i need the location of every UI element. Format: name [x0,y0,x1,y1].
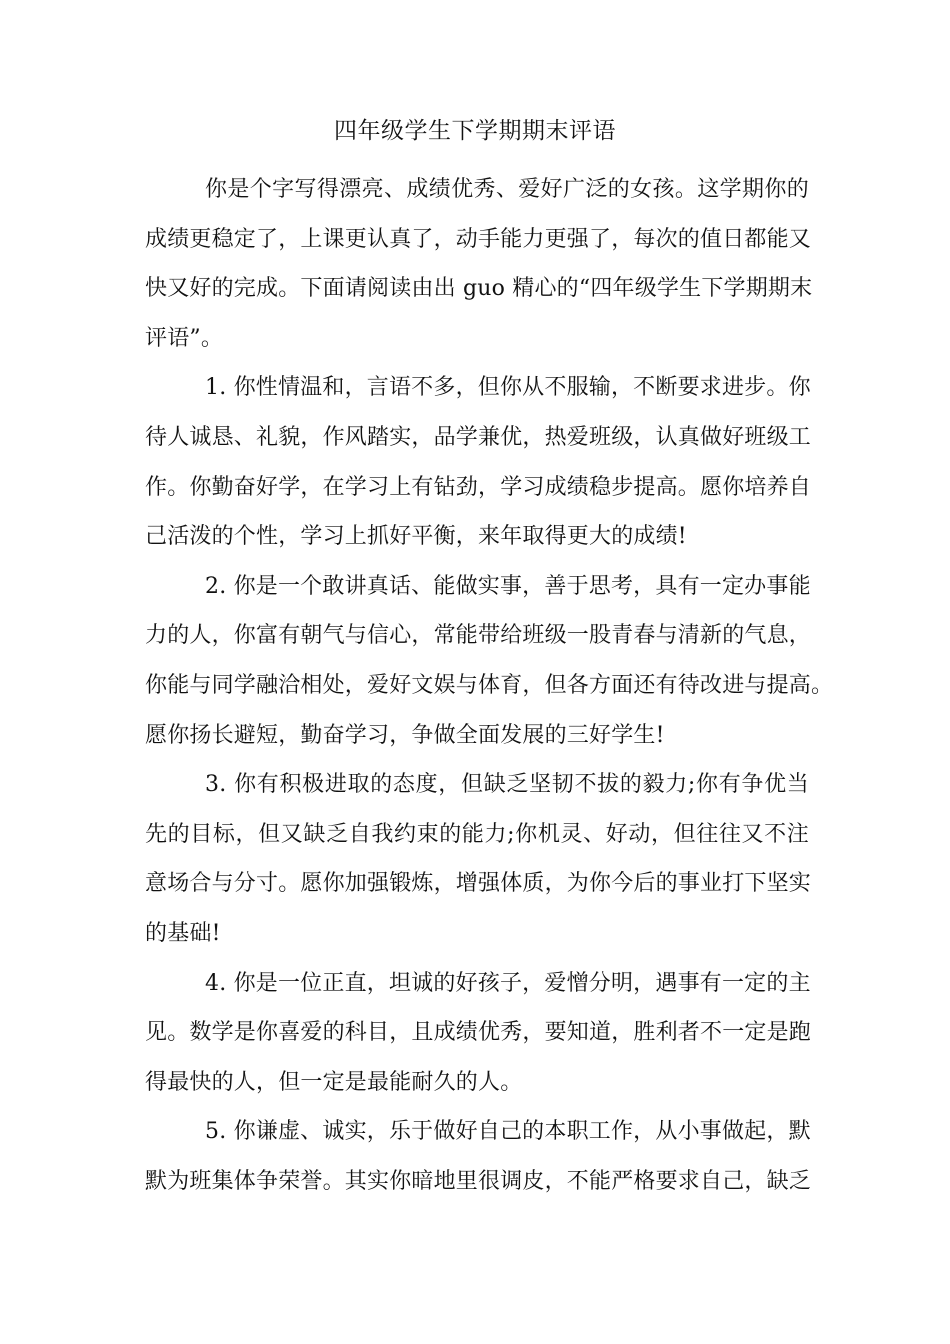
text-line: 先的目标，但又缺乏自我约束的能力;你机灵、好动，但往往又不注 [145,821,809,847]
text-line: 己活泼的个性，学习上抓好平衡，来年取得更大的成绩! [145,524,687,550]
text-line: 意场合与分寸。愿你加强锻炼，增强体质，为你今后的事业打下坚实 [145,871,812,897]
text-line: 5. 你谦虚、诚实，乐于做好自己的本职工作，从小事做起，默 [205,1119,811,1145]
text-line: 力的人，你富有朝气与信心，常能带给班级一股青春与清新的气息， [145,623,812,649]
text-line: 成绩更稳定了，上课更认真了，动手能力更强了，每次的值日都能又 [145,226,812,252]
document-body [145,165,834,1206]
text-line: 愿你扬长避短，勤奋学习，争做全面发展的三好学生! [145,722,665,748]
text-line: 快又好的完成。下面请阅读由出 guo 精心的“四年级学生下学期期末 [145,276,813,302]
text-line: 的基础! [145,920,221,946]
text-line: 得最快的人，但一定是最能耐久的人。 [145,1069,523,1095]
text-line: 3. 你有积极进取的态度，但缺乏坚韧不拔的毅力;你有争优当 [205,772,809,798]
text-line: 待人诚恳、礼貌，作风踏实，品学兼优，热爱班级，认真做好班级工 [145,424,812,450]
text-line: 2. 你是一个敢讲真话、能做实事，善于思考，具有一定办事能 [205,573,811,599]
text-line: 作。你勤奋好学，在学习上有钻劲，学习成绩稳步提高。愿你培养自 [145,474,812,500]
text-line: 你是个字写得漂亮、成绩优秀、爱好广泛的女孩。这学期你的 [205,177,809,202]
text-line: 你能与同学融洽相处，爱好文娱与体育，但各方面还有待改进与提高。 [145,672,834,698]
text-line: 默为班集体争荣誉。其实你暗地里很调皮，不能严格要求自己，缺乏 [145,1168,812,1194]
text-line: 评语”。 [145,325,224,351]
document-title: 四年级学生下学期期末评语 [334,118,616,144]
text-line: 见。数学是你喜爱的科目，且成绩优秀，要知道，胜利者不一定是跑 [145,1020,812,1046]
text-line: 1. 你性情温和，言语不多，但你从不服输，不断要求进步。你 [205,375,811,401]
text-line: 4. 你是一位正直，坦诚的好孩子，爱憎分明，遇事有一定的主 [205,970,811,996]
